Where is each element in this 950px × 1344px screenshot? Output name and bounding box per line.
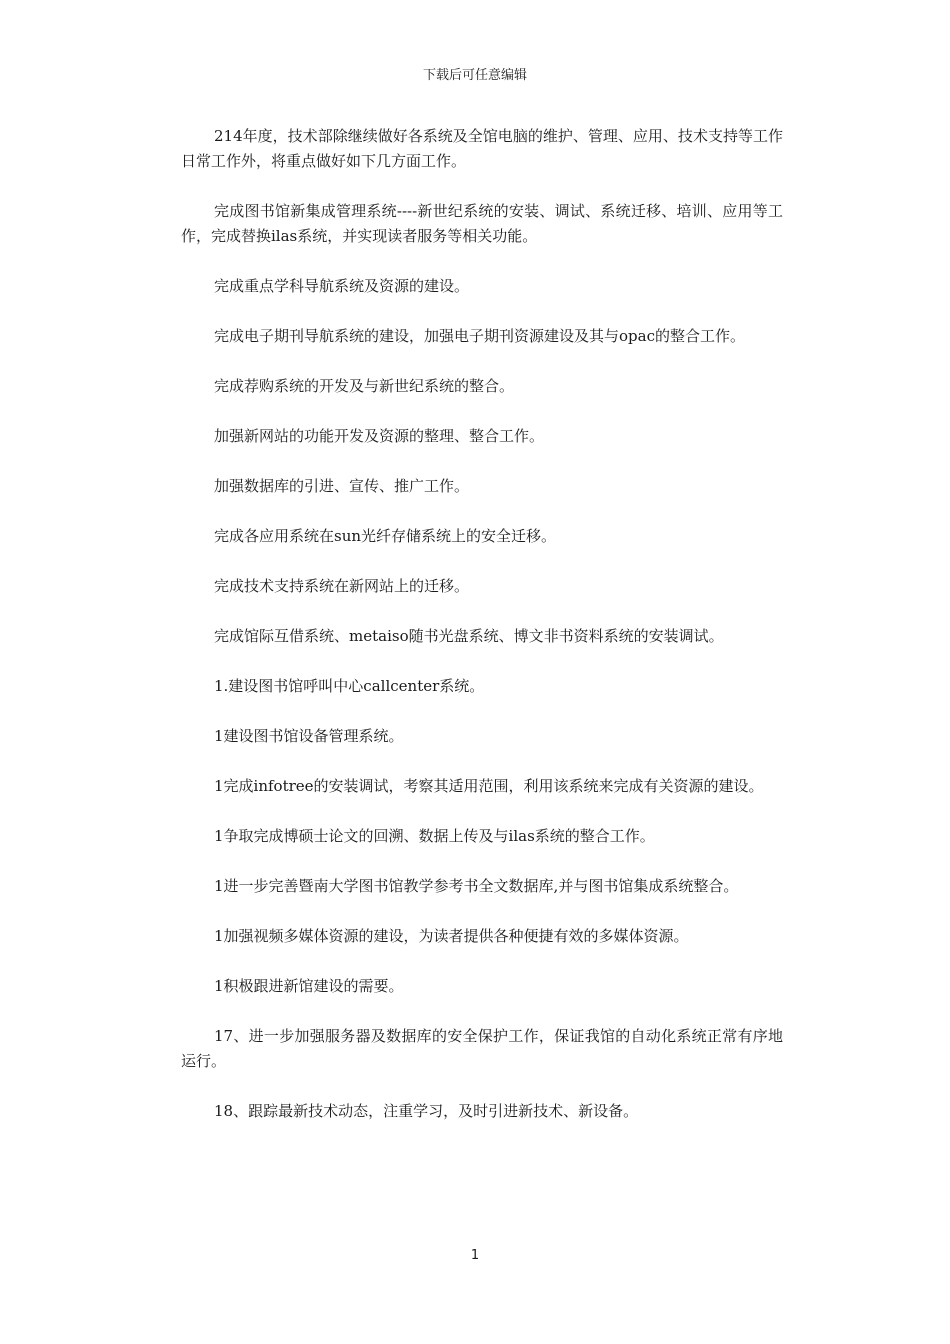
- page-number: 1: [470, 1248, 480, 1263]
- paragraph: 完成荐购系统的开发及与新世纪系统的整合。: [214, 377, 515, 395]
- paragraph: 1积极跟进新馆建设的需要。: [214, 977, 404, 995]
- paragraph: 1完成infotree的安装调试，考察其适用范围，利用该系统来完成有关资源的建设。: [214, 777, 764, 795]
- paragraph: 加强新网站的功能开发及资源的整理、整合工作。: [214, 427, 545, 445]
- document-body: [181, 124, 783, 1149]
- paragraph: 完成图书馆新集成管理系统----新世纪系统的安装、调试、系统迁移、培训、应用等工作，完成替换ilas系统，并实现读者服务等相关功能。: [181, 202, 783, 245]
- paragraph: 完成各应用系统在sun光纤存储系统上的安全迁移。: [214, 527, 557, 545]
- paragraph: 加强数据库的引进、宣传、推广工作。: [214, 477, 470, 495]
- paragraph: 17、进一步加强服务器及数据库的安全保护工作，保证我馆的自动化系统正常有序地运行。: [181, 1027, 783, 1070]
- paragraph: 1进一步完善暨南大学图书馆教学参考书全文数据库,并与图书馆集成系统整合。: [214, 877, 739, 895]
- paragraph: 214年度，技术部除继续做好各系统及全馆电脑的维护、管理、应用、技术支持等工作日常工作外，将重点做好如下几方面工作。: [181, 127, 783, 170]
- paragraph: 1建设图书馆设备管理系统。: [214, 727, 404, 745]
- paragraph: 完成电子期刊导航系统的建设，加强电子期刊资源建设及其与opac的整合工作。: [214, 327, 745, 345]
- page-header: 下载后可任意编辑: [422, 68, 527, 83]
- paragraph: 完成馆际互借系统、metaiso随书光盘系统、博文非书资料系统的安装调试。: [214, 627, 724, 645]
- paragraph: 1.建设图书馆呼叫中心callcenter系统。: [214, 677, 485, 695]
- paragraph: 完成技术支持系统在新网站上的迁移。: [214, 577, 470, 595]
- paragraph: 1争取完成博硕士论文的回溯、数据上传及与ilas系统的整合工作。: [214, 827, 655, 845]
- paragraph: 18、跟踪最新技术动态，注重学习，及时引进新技术、新设备。: [214, 1102, 639, 1120]
- paragraph: 1加强视频多媒体资源的建设，为读者提供各种便捷有效的多媒体资源。: [214, 927, 689, 945]
- paragraph: 完成重点学科导航系统及资源的建设。: [214, 277, 470, 295]
